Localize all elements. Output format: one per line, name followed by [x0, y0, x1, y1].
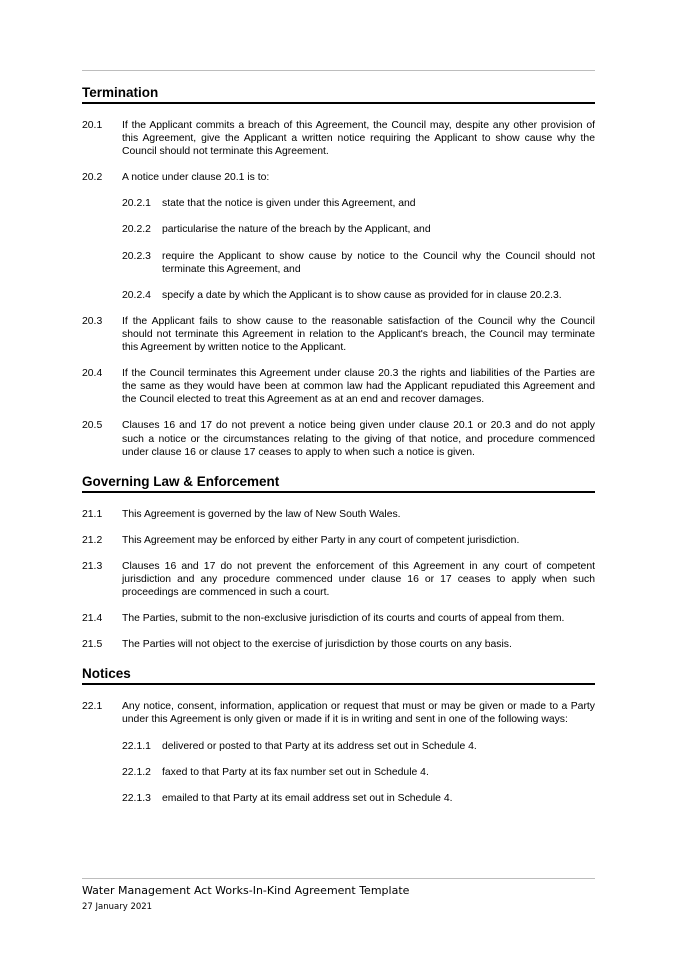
clause-20-2 [82, 171, 595, 184]
clause-text: Clauses 16 and 17 do not prevent a notice being given under clause 20.1 or 20.3 and do not apply such a notice or the circumstances relating to the giving of that notice, and procedure commenced under clause 16 or clause 17 ceases to apply to when such a notice is given. [122, 420, 595, 458]
section-heading-notices: Notices [82, 665, 595, 685]
subclause-20-2-3 [82, 250, 595, 276]
clause-20-5 [82, 419, 595, 458]
clause-text: The Parties, submit to the non-exclusive jurisdiction of its courts and courts of appeal from them. [122, 613, 565, 625]
clause-number: 21.4 [82, 613, 103, 625]
subclause-22-1-1 [82, 740, 595, 753]
clause-text: This Agreement is governed by the law of New South Wales. [122, 508, 401, 520]
subclause-text: require the Applicant to show cause by notice to the Council why the Council should not terminate this Agreement, and [162, 250, 595, 275]
clause-number: 21.2 [82, 534, 103, 546]
subclause-text: specify a date by which the Applicant is to show cause as provided for in clause 20.2.3. [162, 289, 562, 301]
subclause-20-2-4 [82, 289, 595, 302]
clause-21-5 [82, 638, 595, 651]
footer-document-title: Water Management Act Works-In-Kind Agreement Template [82, 884, 410, 897]
clause-number: 20.3 [82, 315, 103, 327]
clause-21-1 [82, 508, 595, 521]
clause-22-1 [82, 700, 595, 726]
clause-text: Any notice, consent, information, application or request that must or may be given or made to a Party under this Agreement is only given or made if it is in writing and sent in one of the following ways: [122, 701, 595, 726]
subclause-text: state that the notice is given under this Agreement, and [162, 198, 416, 210]
clause-20-3 [82, 315, 595, 354]
footer-date: 27 January 2021 [82, 902, 153, 912]
clause-number: 20.2 [82, 172, 103, 184]
clause-text: The Parties will not object to the exercise of jurisdiction by those courts on any basis. [122, 639, 512, 651]
footer-rule [82, 878, 595, 879]
clause-21-4 [82, 612, 595, 625]
subclause-20-2-2 [82, 223, 595, 236]
subclause-text: delivered or posted to that Party at its address set out in Schedule 4. [162, 740, 477, 752]
clause-text: A notice under clause 20.1 is to: [122, 172, 270, 184]
subclause-22-1-3 [82, 792, 595, 805]
clause-number: 22.1 [82, 701, 103, 713]
subclause-number: 20.2.1 [122, 198, 151, 210]
subclause-number: 20.2.2 [122, 224, 151, 236]
section-heading-governing-law: Governing Law & Enforcement [82, 473, 595, 493]
subclause-text: faxed to that Party at its fax number set out in Schedule 4. [162, 766, 429, 778]
subclause-number: 22.1.2 [122, 766, 151, 778]
clause-text: This Agreement may be enforced by either Party in any court of competent jurisdiction. [122, 534, 520, 546]
subclause-number: 20.2.4 [122, 289, 151, 301]
subclause-text: emailed to that Party at its email address set out in Schedule 4. [162, 792, 453, 804]
subclause-number: 20.2.3 [122, 250, 151, 262]
clause-text: If the Applicant fails to show cause to the reasonable satisfaction of the Council why the Council should not terminate this Agreement in relation to the Applicant's breach, the Council may terminate this Agreement by written notice to the Applicant. [122, 315, 595, 354]
clause-number: 20.4 [82, 368, 103, 380]
subclause-22-1-2 [82, 766, 595, 779]
clause-number: 21.5 [82, 639, 103, 651]
clause-number: 21.3 [82, 560, 103, 572]
section-heading-termination: Termination [82, 84, 595, 104]
subclause-number: 22.1.3 [122, 792, 151, 804]
header-rule [82, 70, 595, 71]
clause-text: Clauses 16 and 17 do not prevent the enforcement of this Agreement in any court of competent jurisdiction and any procedure commenced under clause 16 or 17 ceases to apply when such proceedings are commenced in such a court. [122, 560, 595, 599]
subclause-text: particularise the nature of the breach by the Applicant, and [162, 224, 431, 236]
clause-21-2 [82, 534, 595, 547]
clause-21-3 [82, 560, 595, 599]
subclause-20-2-1 [82, 197, 595, 210]
subclause-number: 22.1.1 [122, 740, 151, 752]
clause-20-4 [82, 367, 595, 406]
clause-text: If the Applicant commits a breach of this Agreement, the Council may, despite any other provision of this Agreement, give the Applicant a written notice requiring the Applicant to show cause why the Council should not terminate this Agreement. [122, 120, 595, 158]
document-body [82, 84, 595, 805]
clause-number: 20.1 [82, 120, 103, 131]
clause-20-1 [82, 119, 595, 158]
clause-text: If the Council terminates this Agreement under clause 20.3 the rights and liabilities of the Parties are the same as they would have been at common law had the Applicant repudiated this Agreement and the Council elected to treat this Agreement as at an end and recover damages. [122, 368, 595, 406]
clause-number: 21.1 [82, 508, 103, 520]
clause-number: 20.5 [82, 420, 103, 432]
